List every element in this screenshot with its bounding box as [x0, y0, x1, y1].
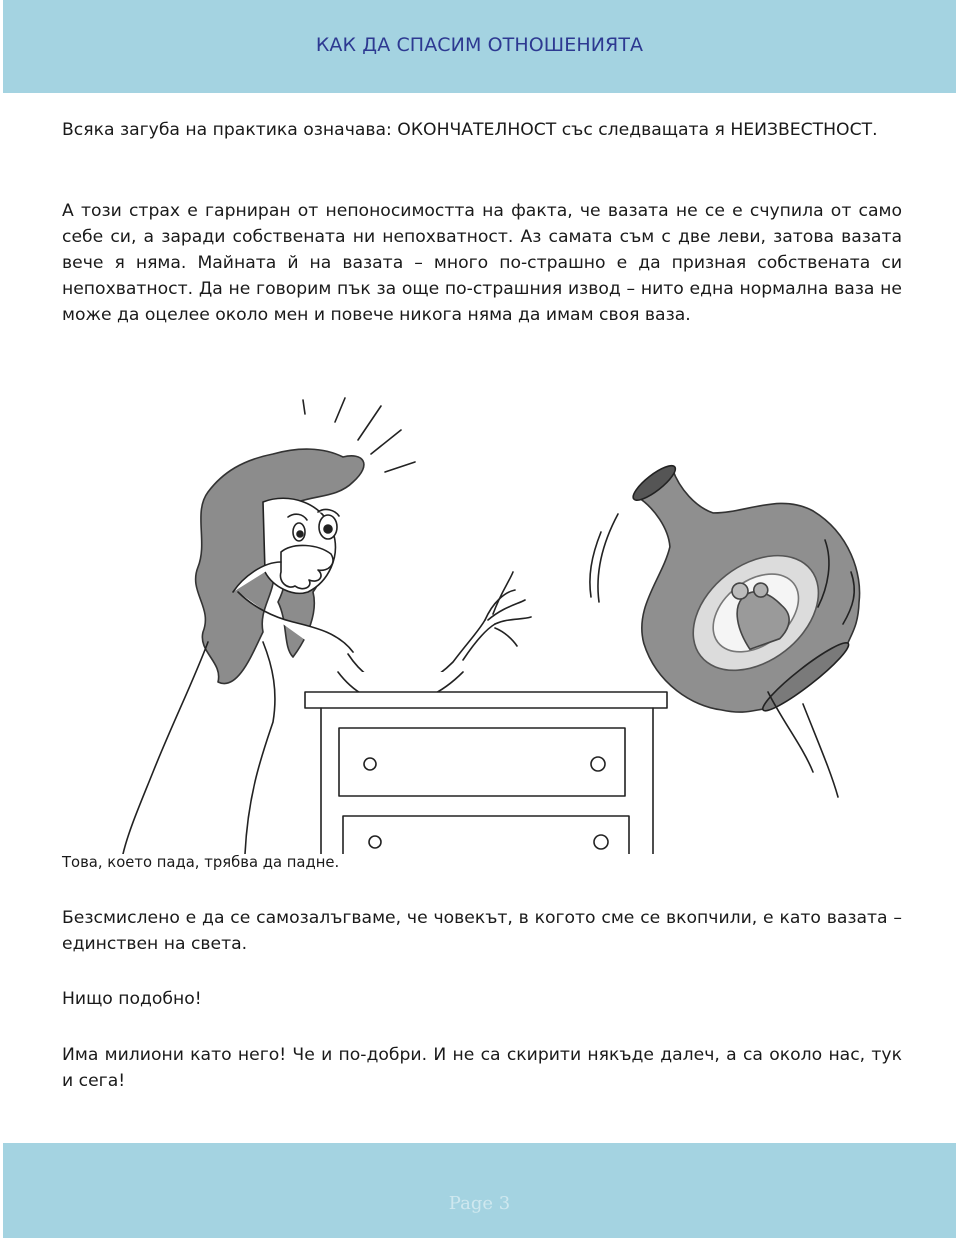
reaching-hand — [463, 572, 531, 660]
page-title: КАК ДА СПАСИМ ОТНОШЕНИЯТА — [315, 34, 644, 56]
page-footer — [3, 1143, 956, 1238]
illustration-woman-falling-vase — [113, 392, 873, 854]
illustration-caption: Това, което пада, трябва да падне. — [62, 854, 340, 871]
dresser — [305, 692, 667, 854]
paragraph-1 — [62, 117, 902, 143]
page-header — [3, 0, 956, 93]
paragraph-text: Всяка загуба на практика означава: ОКОНЧАТЕЛНОСТ със следващата я НЕИЗВЕСТНОСТ. — [62, 120, 878, 140]
document-page — [3, 0, 956, 1238]
woman-body — [123, 592, 485, 854]
paragraph-text: Има милиони като него! Че и по-добри. И не са скирити някъде далеч, а са около нас, тук и сега! — [62, 1045, 902, 1091]
page-number: Page 3 — [448, 1193, 511, 1214]
paragraph-text: А този страх е гарниран от непоносимостта на факта, че вазата не се е счупила от само себе си, а заради собствената ни непохватност. Аз самата съм с две леви, затова вазата вече я няма. Майната й на вазата – много по-страшно е да призная собствената си непохватност. Да не говорим пък за още по-страшния извод – нито една нормална ваза не може да оцелее около мен и повече никога няма да имам своя ваза. — [62, 201, 902, 325]
paragraph-3 — [62, 905, 902, 957]
paragraph-2 — [62, 198, 902, 328]
paragraph-4 — [62, 986, 902, 1012]
paragraph-5 — [62, 1042, 902, 1094]
paragraph-text: Безсмислено е да се самозалъгваме, че човекът, в когото сме се вкопчили, е като вазата – единствен на света. — [62, 908, 902, 954]
paragraph-text: Нищо подобно! — [62, 989, 202, 1009]
